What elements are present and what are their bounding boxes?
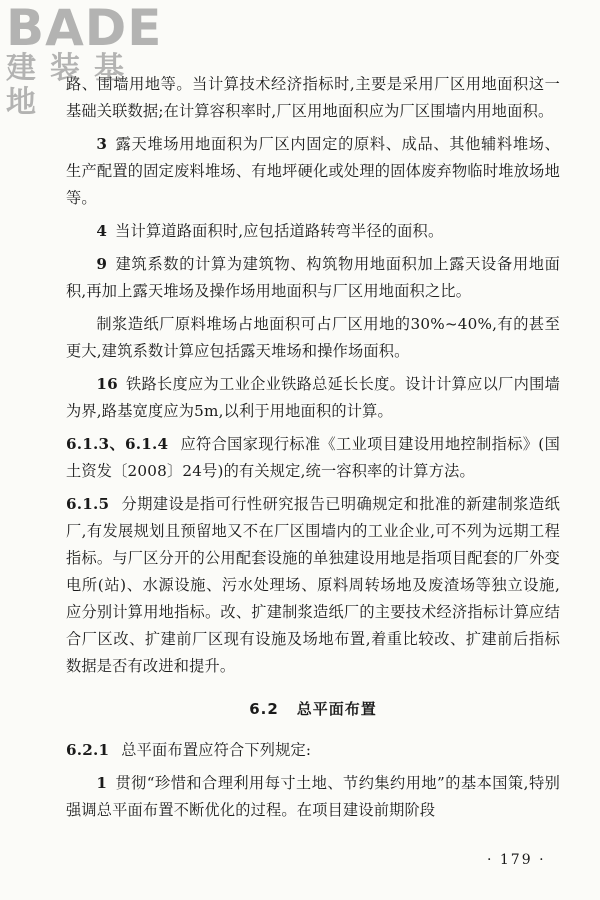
clause-number: 6.1.5 [66,495,110,513]
paragraph-text: 贯彻“珍惜和合理利用每寸土地、节约集约用地”的基本国策,特别强调总平面布置不断优化的过程。在项目建设前期阶段 [66,774,560,819]
section-heading [66,696,560,723]
section-number: 6.2 [249,700,279,718]
page-number: · 179 · [487,852,546,868]
clause-6-1-3 [66,431,560,485]
paragraph-note [66,311,560,365]
logo-subtitle: 建装基地 [6,51,138,120]
item-number: 4 [96,222,108,240]
clause-text: 总平面布置应符合下列规定: [121,741,312,759]
paragraph-text: 制浆造纸厂原料堆场占地面积可占厂区用地的30%~40%,有的甚至更大,建筑系数计算应包括露天堆场和操作场面积。 [66,315,560,360]
paragraph-item-4 [66,218,560,245]
paragraph-text: 当计算道路面积时,应包括道路转弯半径的面积。 [115,222,444,240]
clause-6-2-1 [66,737,560,764]
item-number: 16 [96,375,118,393]
paragraph-item-3 [66,131,560,212]
clause-text: 分期建设是指可行性研究报告已明确规定和批准的新建制浆造纸厂,有发展规划且预留地又不在厂区围墙内的工业企业,可不列为远期工程指标。与厂区分开的公用配套设施的单独建设用地是指项目配套的厂外变电所(站)、水源设施、污水处理场、原料周转场地及废渣场等独立设施,应分别计算用地指标。改、扩建制浆造纸厂的主要技术经济指标计算应结合厂区改、扩建前厂区现有设施及场地布置,着重比较改、扩建前后指标数据是否有改进和提升。 [66,495,560,675]
section-title: 总平面布置 [296,700,377,718]
paragraph-text: 路、围墙用地等。当计算技术经济指标时,主要是采用厂区用地面积这一基础关联数据;在计算容积率时,厂区用地面积应为厂区围墙内用地面积。 [66,75,560,120]
paragraph-text: 铁路长度应为工业企业铁路总延长长度。设计计算应以厂内围墙为界,路基宽度应为5m,以利于用地面积的计算。 [66,375,560,420]
clause-text: 应符合国家现行标准《工业项目建设用地控制指标》(国土资发〔2008〕24号)的有关规定,统一容积率的计算方法。 [66,435,560,480]
item-number: 3 [96,135,108,153]
clause-number: 6.1.3、6.1.4 [66,435,169,453]
clause-6-1-5 [66,491,560,680]
logo-brand: BADE [6,0,163,57]
paragraph-item-16 [66,371,560,425]
paragraph-text: 建筑系数的计算为建筑物、构筑物用地面积加上露天设备用地面积,再加上露天堆场及操作场用地面积与厂区用地面积之比。 [66,255,560,300]
page-content [66,71,560,830]
paragraph-item-1 [66,770,560,824]
paragraph-continued [66,71,560,125]
paragraph-text: 露天堆场用地面积为厂区内固定的原料、成品、其他辅料堆场、生产配置的固定废料堆场、有地坪硬化或处理的固体废弃物临时堆放场地等。 [66,135,560,207]
clause-number: 6.2.1 [66,741,110,759]
item-number: 9 [96,255,108,273]
item-number: 1 [96,774,108,792]
paragraph-item-9 [66,251,560,305]
